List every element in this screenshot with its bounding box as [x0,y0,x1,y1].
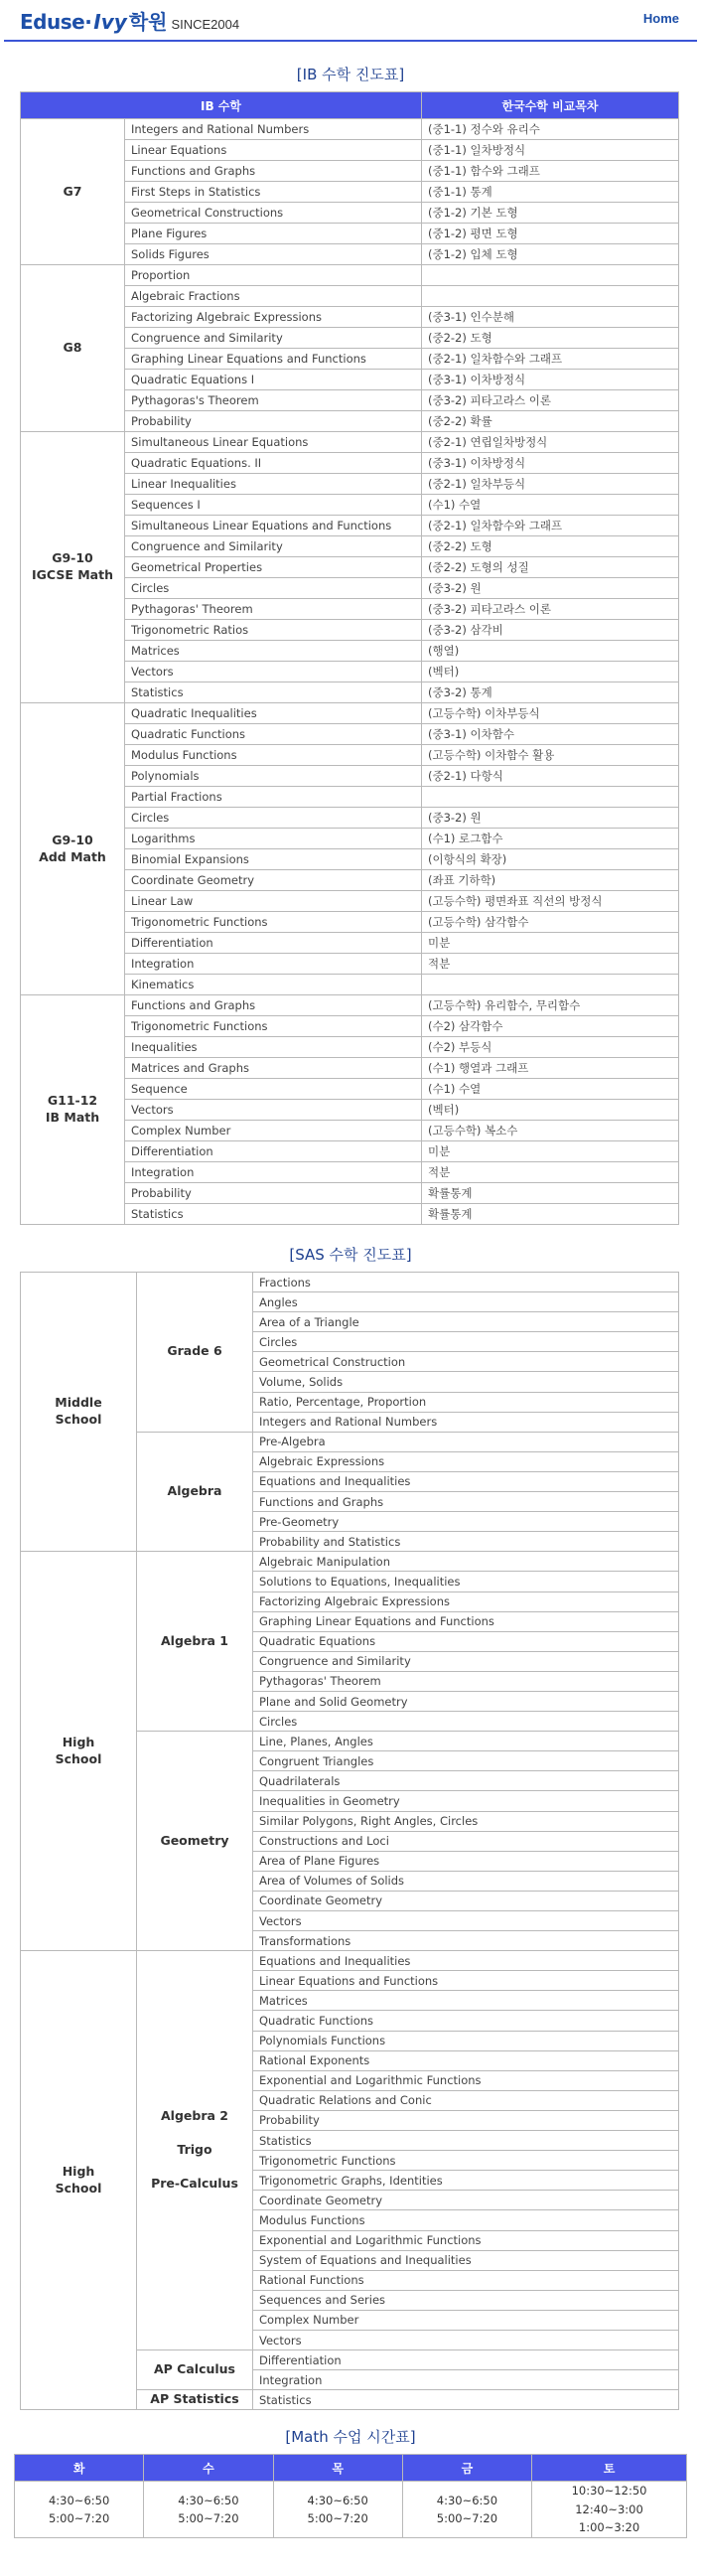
sas-topic-cell: System of Equations and Inequalities [253,2250,679,2270]
sas-topic-cell: Algebraic Expressions [253,1451,679,1471]
kr-topic-cell: (고등수학) 이차부등식 [422,703,679,724]
ib-topic-cell: Trigonometric Functions [125,1016,422,1037]
kr-topic-cell: 확률통계 [422,1183,679,1204]
home-link[interactable]: Home [642,11,679,26]
kr-topic-cell: 적분 [422,954,679,975]
sas-level-cell: High School [21,1951,137,2410]
kr-topic-cell: (중2-1) 다항식 [422,766,679,787]
sas-topic-cell: Congruence and Similarity [253,1651,679,1671]
sas-topic-cell: Vectors [253,1911,679,1931]
ib-topic-cell: Probability [125,1183,422,1204]
logo-dot: · [84,10,92,34]
ib-topic-cell: Pythagoras' Theorem [125,599,422,620]
ib-topic-cell: Geometrical Constructions [125,203,422,224]
ib-topic-cell: Functions and Graphs [125,995,422,1016]
ib-topic-cell: Trigonometric Ratios [125,620,422,641]
sas-topic-cell: Quadratic Equations [253,1631,679,1651]
kr-topic-cell: (좌표 기하학) [422,870,679,891]
site-header [4,0,697,42]
sas-topic-cell: Vectors [253,2330,679,2349]
kr-topic-cell: (중1-1) 함수와 그래프 [422,161,679,182]
schedule-day-header: 토 [532,2455,687,2482]
sas-section-title: [SAS 수학 진도표] [289,1246,412,1264]
ib-topic-cell: Probability [125,411,422,432]
kr-topic-cell: (중2-2) 도형 [422,328,679,349]
ib-topic-cell: Congruence and Similarity [125,328,422,349]
schedule-time-cell: 4:30~6:50 5:00~7:20 [144,2482,273,2537]
kr-topic-cell: (행열) [422,641,679,662]
ib-topic-cell: Circles [125,578,422,599]
ib-topic-cell: Coordinate Geometry [125,870,422,891]
ib-topic-cell: Statistics [125,682,422,703]
sas-topic-cell: Pythagoras' Theorem [253,1671,679,1691]
ib-topic-cell: Inequalities [125,1037,422,1058]
sas-topic-cell: Sequences and Series [253,2290,679,2310]
ib-table-row [21,995,679,1016]
kr-topic-cell: (중1-2) 평면 도형 [422,224,679,244]
ib-topic-cell: Matrices [125,641,422,662]
kr-topic-cell: (벡터) [422,662,679,682]
logo-eduse-text: Eduse [20,10,85,34]
ib-topic-cell: Complex Number [125,1121,422,1141]
ib-topic-cell: Partial Fractions [125,787,422,808]
sas-topic-cell: Area of Volumes of Solids [253,1871,679,1891]
sas-topic-cell: Fractions [253,1273,679,1292]
sas-curriculum-table [20,1272,679,2410]
schedule-day-header: 목 [273,2455,402,2482]
kr-topic-cell: (벡터) [422,1100,679,1121]
kr-topic-cell: (수1) 수열 [422,1079,679,1100]
sas-topic-cell: Exponential and Logarithmic Functions [253,2070,679,2090]
kr-topic-cell: (고등수학) 복소수 [422,1121,679,1141]
sas-topic-cell: Differentiation [253,2350,679,2370]
ib-topic-cell: Statistics [125,1204,422,1225]
ib-topic-cell: Geometrical Properties [125,557,422,578]
ib-topic-cell: Linear Equations [125,140,422,161]
kr-topic-cell: (중3-2) 원 [422,578,679,599]
kr-topic-cell: 확률통계 [422,1204,679,1225]
sas-topic-cell: Solutions to Equations, Inequalities [253,1572,679,1591]
ib-topic-cell: Quadratic Functions [125,724,422,745]
ib-topic-cell: Integration [125,954,422,975]
kr-topic-cell: (중2-2) 도형의 성질 [422,557,679,578]
kr-topic-cell: (고등수학) 삼각함수 [422,912,679,933]
schedule-day-header: 수 [144,2455,273,2482]
kr-topic-cell: (중3-2) 삼각비 [422,620,679,641]
kr-topic-cell: (중3-2) 원 [422,808,679,829]
ib-topic-cell: Algebraic Fractions [125,286,422,307]
sas-topic-cell: Integration [253,2370,679,2390]
ib-curriculum-table [20,91,679,1225]
sas-topic-cell: Statistics [253,2390,679,2410]
sas-table-row [21,1552,679,1572]
schedule-header-row [15,2455,687,2482]
ib-topic-cell: Solids Figures [125,244,422,265]
kr-topic-cell [422,787,679,808]
sas-topic-cell: Exponential and Logarithmic Functions [253,2230,679,2250]
ib-topic-cell: Quadratic Equations. II [125,453,422,474]
kr-topic-cell: (수2) 부등식 [422,1037,679,1058]
ib-topic-cell: Pythagoras's Theorem [125,390,422,411]
schedule-time-cell: 10:30~12:50 12:40~3:00 1:00~3:20 [532,2482,687,2537]
ib-topic-cell: Functions and Graphs [125,161,422,182]
sas-topic-cell: Modulus Functions [253,2210,679,2230]
ib-topic-cell: Linear Inequalities [125,474,422,495]
kr-topic-cell: (중3-1) 인수분해 [422,307,679,328]
sas-topic-cell: Rational Exponents [253,2050,679,2070]
kr-topic-cell: (이항식의 확장) [422,849,679,870]
sas-topic-cell: Quadrilaterals [253,1771,679,1791]
sas-course-cell: Algebra 2 Trigo Pre-Calculus [137,1951,253,2350]
kr-topic-cell: (고등수학) 유리함수, 무리함수 [422,995,679,1016]
sas-course-cell: AP Statistics [137,2390,253,2410]
kr-topic-cell: (중1-2) 기본 도형 [422,203,679,224]
sas-topic-cell: Angles [253,1292,679,1312]
kr-topic-cell: 미분 [422,1141,679,1162]
ib-table-row [21,119,679,140]
sas-topic-cell: Volume, Solids [253,1372,679,1392]
ib-table-body [21,119,679,1225]
kr-topic-cell: (수1) 로그함수 [422,829,679,849]
ib-topic-cell: Simultaneous Linear Equations and Functions [125,516,422,536]
sas-topic-cell: Congruent Triangles [253,1751,679,1771]
ib-section-title: [IB 수학 진도표] [296,66,405,83]
ib-topic-cell: Simultaneous Linear Equations [125,432,422,453]
kr-topic-cell: 미분 [422,933,679,954]
sas-topic-cell: Area of a Triangle [253,1312,679,1332]
kr-topic-cell: (중2-1) 연립일차방정식 [422,432,679,453]
sas-topic-cell: Integers and Rational Numbers [253,1412,679,1432]
kr-topic-cell: (중1-1) 일차방정식 [422,140,679,161]
sas-topic-cell: Graphing Linear Equations and Functions [253,1611,679,1631]
kr-topic-cell: (중1-1) 통계 [422,182,679,203]
ib-topic-cell: Differentiation [125,1141,422,1162]
sas-topic-cell: Linear Equations and Functions [253,1971,679,1991]
sas-topic-cell: Ratio, Percentage, Proportion [253,1392,679,1412]
ib-topic-cell: Binomial Expansions [125,849,422,870]
schedule-day-header: 화 [15,2455,144,2482]
sas-topic-cell: Geometrical Construction [253,1352,679,1372]
logo-ivy-text: Ivy [93,10,127,34]
sas-topic-cell: Pre-Algebra [253,1432,679,1451]
ib-topic-cell: Modulus Functions [125,745,422,766]
kr-topic-cell: (중2-1) 일차함수와 그래프 [422,349,679,370]
kr-topic-cell: (중3-2) 피타고라스 이론 [422,390,679,411]
sas-topic-cell: Algebraic Manipulation [253,1552,679,1572]
kr-topic-cell: (중3-2) 피타고라스 이론 [422,599,679,620]
sas-topic-cell: Line, Planes, Angles [253,1732,679,1751]
ib-grade-cell: G8 [21,265,125,432]
kr-topic-cell: (중3-2) 통계 [422,682,679,703]
kr-topic-cell [422,975,679,995]
ib-topic-cell: Kinematics [125,975,422,995]
ib-topic-cell: Polynomials [125,766,422,787]
sas-topic-cell: Similar Polygons, Right Angles, Circles [253,1811,679,1831]
ib-topic-cell: Graphing Linear Equations and Functions [125,349,422,370]
schedule-section-title: [Math 수업 시간표] [285,2428,416,2447]
kr-topic-cell: (중3-1) 이차방정식 [422,453,679,474]
sas-table-row [21,1951,679,1971]
logo-hakwon-text: 학원 [128,10,168,34]
kr-topic-cell: (고등수학) 평면좌표 직선의 방정식 [422,891,679,912]
sas-topic-cell: Quadratic Functions [253,2011,679,2031]
ib-header-kr: 한국수학 비교목차 [422,92,679,119]
ib-table-row [21,432,679,453]
sas-topic-cell: Equations and Inequalities [253,1471,679,1491]
kr-topic-cell: 적분 [422,1162,679,1183]
schedule-time-cell: 4:30~6:50 5:00~7:20 [273,2482,402,2537]
sas-course-cell: AP Calculus [137,2350,253,2390]
ib-topic-cell: Proportion [125,265,422,286]
sas-topic-cell: Constructions and Loci [253,1831,679,1851]
ib-topic-cell: Integers and Rational Numbers [125,119,422,140]
ib-topic-cell: Matrices and Graphs [125,1058,422,1079]
kr-topic-cell: (수1) 수열 [422,495,679,516]
sas-table-row [21,1273,679,1292]
sas-topic-cell: Coordinate Geometry [253,2191,679,2210]
ib-topic-cell: Sequences Ⅰ [125,495,422,516]
ib-topic-cell: Logarithms [125,829,422,849]
ib-topic-cell: Integration [125,1162,422,1183]
sas-topic-cell: Rational Functions [253,2270,679,2290]
kr-topic-cell [422,265,679,286]
kr-topic-cell [422,286,679,307]
sas-topic-cell: Statistics [253,2131,679,2151]
ib-header-row [21,92,679,119]
sas-level-cell: High School [21,1552,137,1951]
sas-table-body [21,1273,679,2410]
sas-level-cell: Middle School [21,1273,137,1552]
kr-topic-cell: (수2) 삼각함수 [422,1016,679,1037]
kr-topic-cell: (중2-2) 확률 [422,411,679,432]
ib-topic-cell: Vectors [125,662,422,682]
ib-grade-cell: G7 [21,119,125,265]
ib-grade-cell: G9-10 Add Math [21,703,125,995]
ib-table-row [21,703,679,724]
sas-course-cell: Algebra 1 [137,1552,253,1732]
sas-topic-cell: Trigonometric Functions [253,2151,679,2171]
sas-topic-cell: Trigonometric Graphs, Identities [253,2171,679,2191]
sas-topic-cell: Coordinate Geometry [253,1891,679,1910]
sas-course-cell: Grade 6 [137,1273,253,1433]
kr-topic-cell: (고등수학) 이차함수 활용 [422,745,679,766]
sas-topic-cell: Inequalities in Geometry [253,1791,679,1811]
ib-topic-cell: Trigonometric Functions [125,912,422,933]
kr-topic-cell: (중2-1) 일차함수와 그래프 [422,516,679,536]
sas-topic-cell: Quadratic Relations and Conic [253,2090,679,2110]
ib-topic-cell: Vectors [125,1100,422,1121]
sas-topic-cell: Transformations [253,1931,679,1951]
sas-topic-cell: Circles [253,1332,679,1352]
site-logo[interactable] [20,6,239,35]
sas-topic-cell: Pre-Geometry [253,1512,679,1532]
sas-topic-cell: Matrices [253,1991,679,2011]
sas-topic-cell: Factorizing Algebraic Expressions [253,1591,679,1611]
sas-topic-cell: Equations and Inequalities [253,1951,679,1971]
kr-topic-cell: (중2-2) 도형 [422,536,679,557]
kr-topic-cell: (중1-1) 정수와 유리수 [422,119,679,140]
ib-topic-cell: Circles [125,808,422,829]
ib-grade-cell: G9-10 IGCSE Math [21,432,125,703]
sas-topic-cell: Probability [253,2110,679,2130]
ib-topic-cell: First Steps in Statistics [125,182,422,203]
ib-topic-cell: Differentiation [125,933,422,954]
kr-topic-cell: (중3-1) 이차방정식 [422,370,679,390]
ib-topic-cell: Congruence and Similarity [125,536,422,557]
ib-table-row [21,265,679,286]
ib-topic-cell: Factorizing Algebraic Expressions [125,307,422,328]
ib-topic-cell: Sequence [125,1079,422,1100]
ib-topic-cell: Quadratic Inequalities [125,703,422,724]
schedule-day-header: 금 [402,2455,531,2482]
schedule-time-cell: 4:30~6:50 5:00~7:20 [15,2482,144,2537]
kr-topic-cell: (중3-1) 이차함수 [422,724,679,745]
sas-topic-cell: Probability and Statistics [253,1532,679,1552]
sas-topic-cell: Complex Number [253,2310,679,2330]
kr-topic-cell: (중2-1) 일차부등식 [422,474,679,495]
ib-grade-cell: G11-12 IB Math [21,995,125,1225]
kr-topic-cell: (수1) 행열과 그래프 [422,1058,679,1079]
ib-header-ib: IB 수학 [21,92,422,119]
sas-course-cell: Algebra [137,1432,253,1552]
kr-topic-cell: (중1-2) 입체 도형 [422,244,679,265]
sas-topic-cell: Circles [253,1712,679,1732]
class-schedule-table [14,2454,687,2537]
schedule-times-row [15,2482,687,2537]
ib-topic-cell: Plane Figures [125,224,422,244]
sas-topic-cell: Area of Plane Figures [253,1851,679,1871]
ib-topic-cell: Quadratic Equations Ⅰ [125,370,422,390]
ib-topic-cell: Linear Law [125,891,422,912]
schedule-time-cell: 4:30~6:50 5:00~7:20 [402,2482,531,2537]
sas-topic-cell: Polynomials Functions [253,2031,679,2050]
sas-topic-cell: Functions and Graphs [253,1492,679,1512]
sas-topic-cell: Plane and Solid Geometry [253,1691,679,1711]
sas-course-cell: Geometry [137,1732,253,1951]
logo-since-text: SINCE2004 [171,17,240,32]
